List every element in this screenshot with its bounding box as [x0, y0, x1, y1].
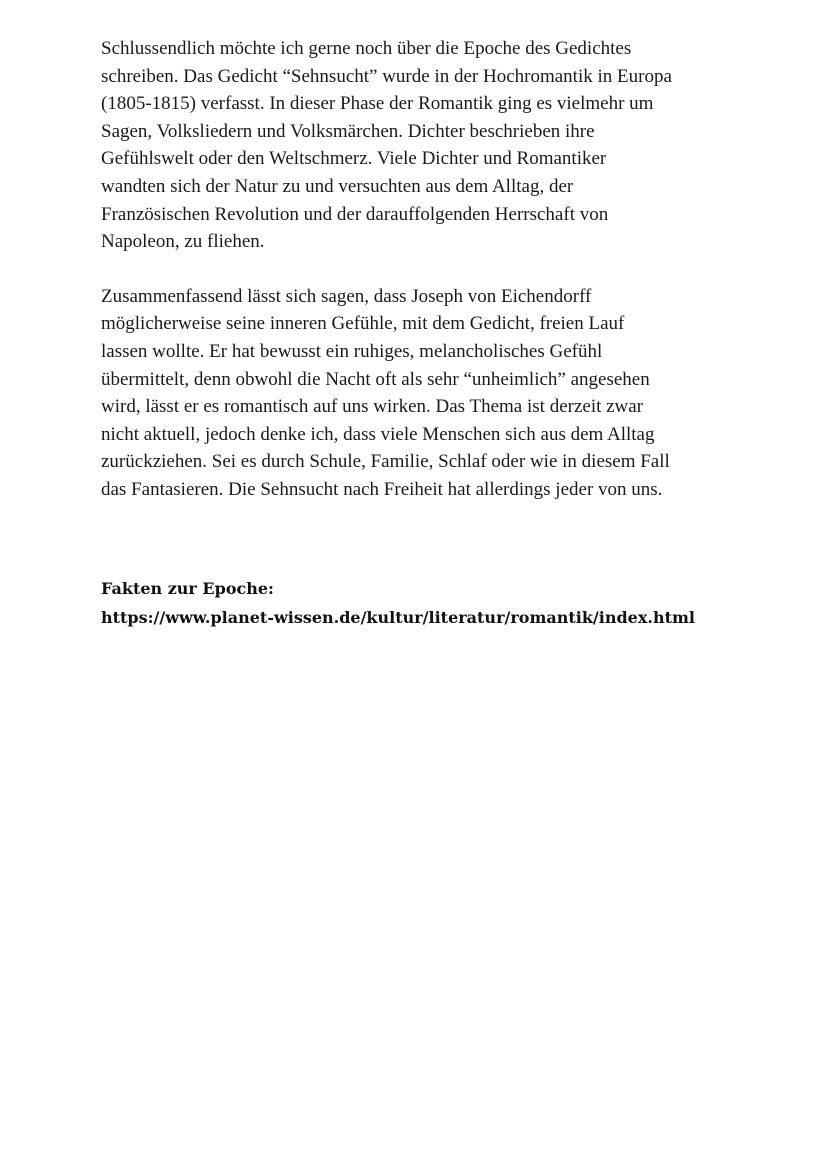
sources-section: [101, 574, 741, 632]
text-line: Schlussendlich möchte ich gerne noch über die Epoche des Gedichtes: [101, 38, 632, 59]
sources-heading: Fakten zur Epoche:: [101, 579, 274, 598]
text-line: (1805-1815) verfasst. In dieser Phase der Romantik ging es vielmehr um: [101, 93, 654, 115]
text-line: Sagen, Volksliedern und Volksmärchen. Dichter beschrieben ihre: [101, 120, 595, 142]
text-line: das Fantasieren. Die Sehnsucht nach Freiheit hat allerdings jeder von uns.: [101, 478, 663, 500]
text-line: wird, lässt er es romantisch auf uns wirken. Das Thema ist derzeit zwar: [101, 396, 644, 418]
text-line: Französischen Revolution und der darauffolgenden Herrschaft von: [101, 203, 609, 225]
text-line: wandten sich der Natur zu und versuchten aus dem Alltag, der: [101, 175, 574, 197]
paragraph-epoch: [101, 35, 741, 256]
paragraph-summary: [101, 283, 741, 504]
text-line: Zusammenfassend lässt sich sagen, dass Joseph von Eichendorff: [101, 285, 592, 307]
source-url: https://www.planet-wissen.de/kultur/literatur/romantik/index.html: [101, 608, 695, 627]
text-line: schreiben. Das Gedicht “Sehnsucht” wurde in der Hochromantik in Europa: [101, 65, 672, 87]
text-line: nicht aktuell, jedoch denke ich, dass viele Menschen sich aus dem Alltag: [101, 423, 655, 445]
text-line: möglicherweise seine inneren Gefühle, mit dem Gedicht, freien Lauf: [101, 313, 625, 335]
text-line: lassen wollte. Er hat bewusst ein ruhiges, melancholisches Gefühl: [101, 340, 603, 362]
document-body: [101, 35, 741, 504]
text-line: Napoleon, zu fliehen.: [101, 231, 265, 253]
text-line: übermittelt, denn obwohl die Nacht oft als sehr “unheimlich” angesehen: [101, 368, 650, 390]
text-line: Gefühlswelt oder den Weltschmerz. Viele Dichter und Romantiker: [101, 148, 607, 170]
text-line: zurückziehen. Sei es durch Schule, Familie, Schlaf oder wie in diesem Fall: [101, 451, 670, 473]
